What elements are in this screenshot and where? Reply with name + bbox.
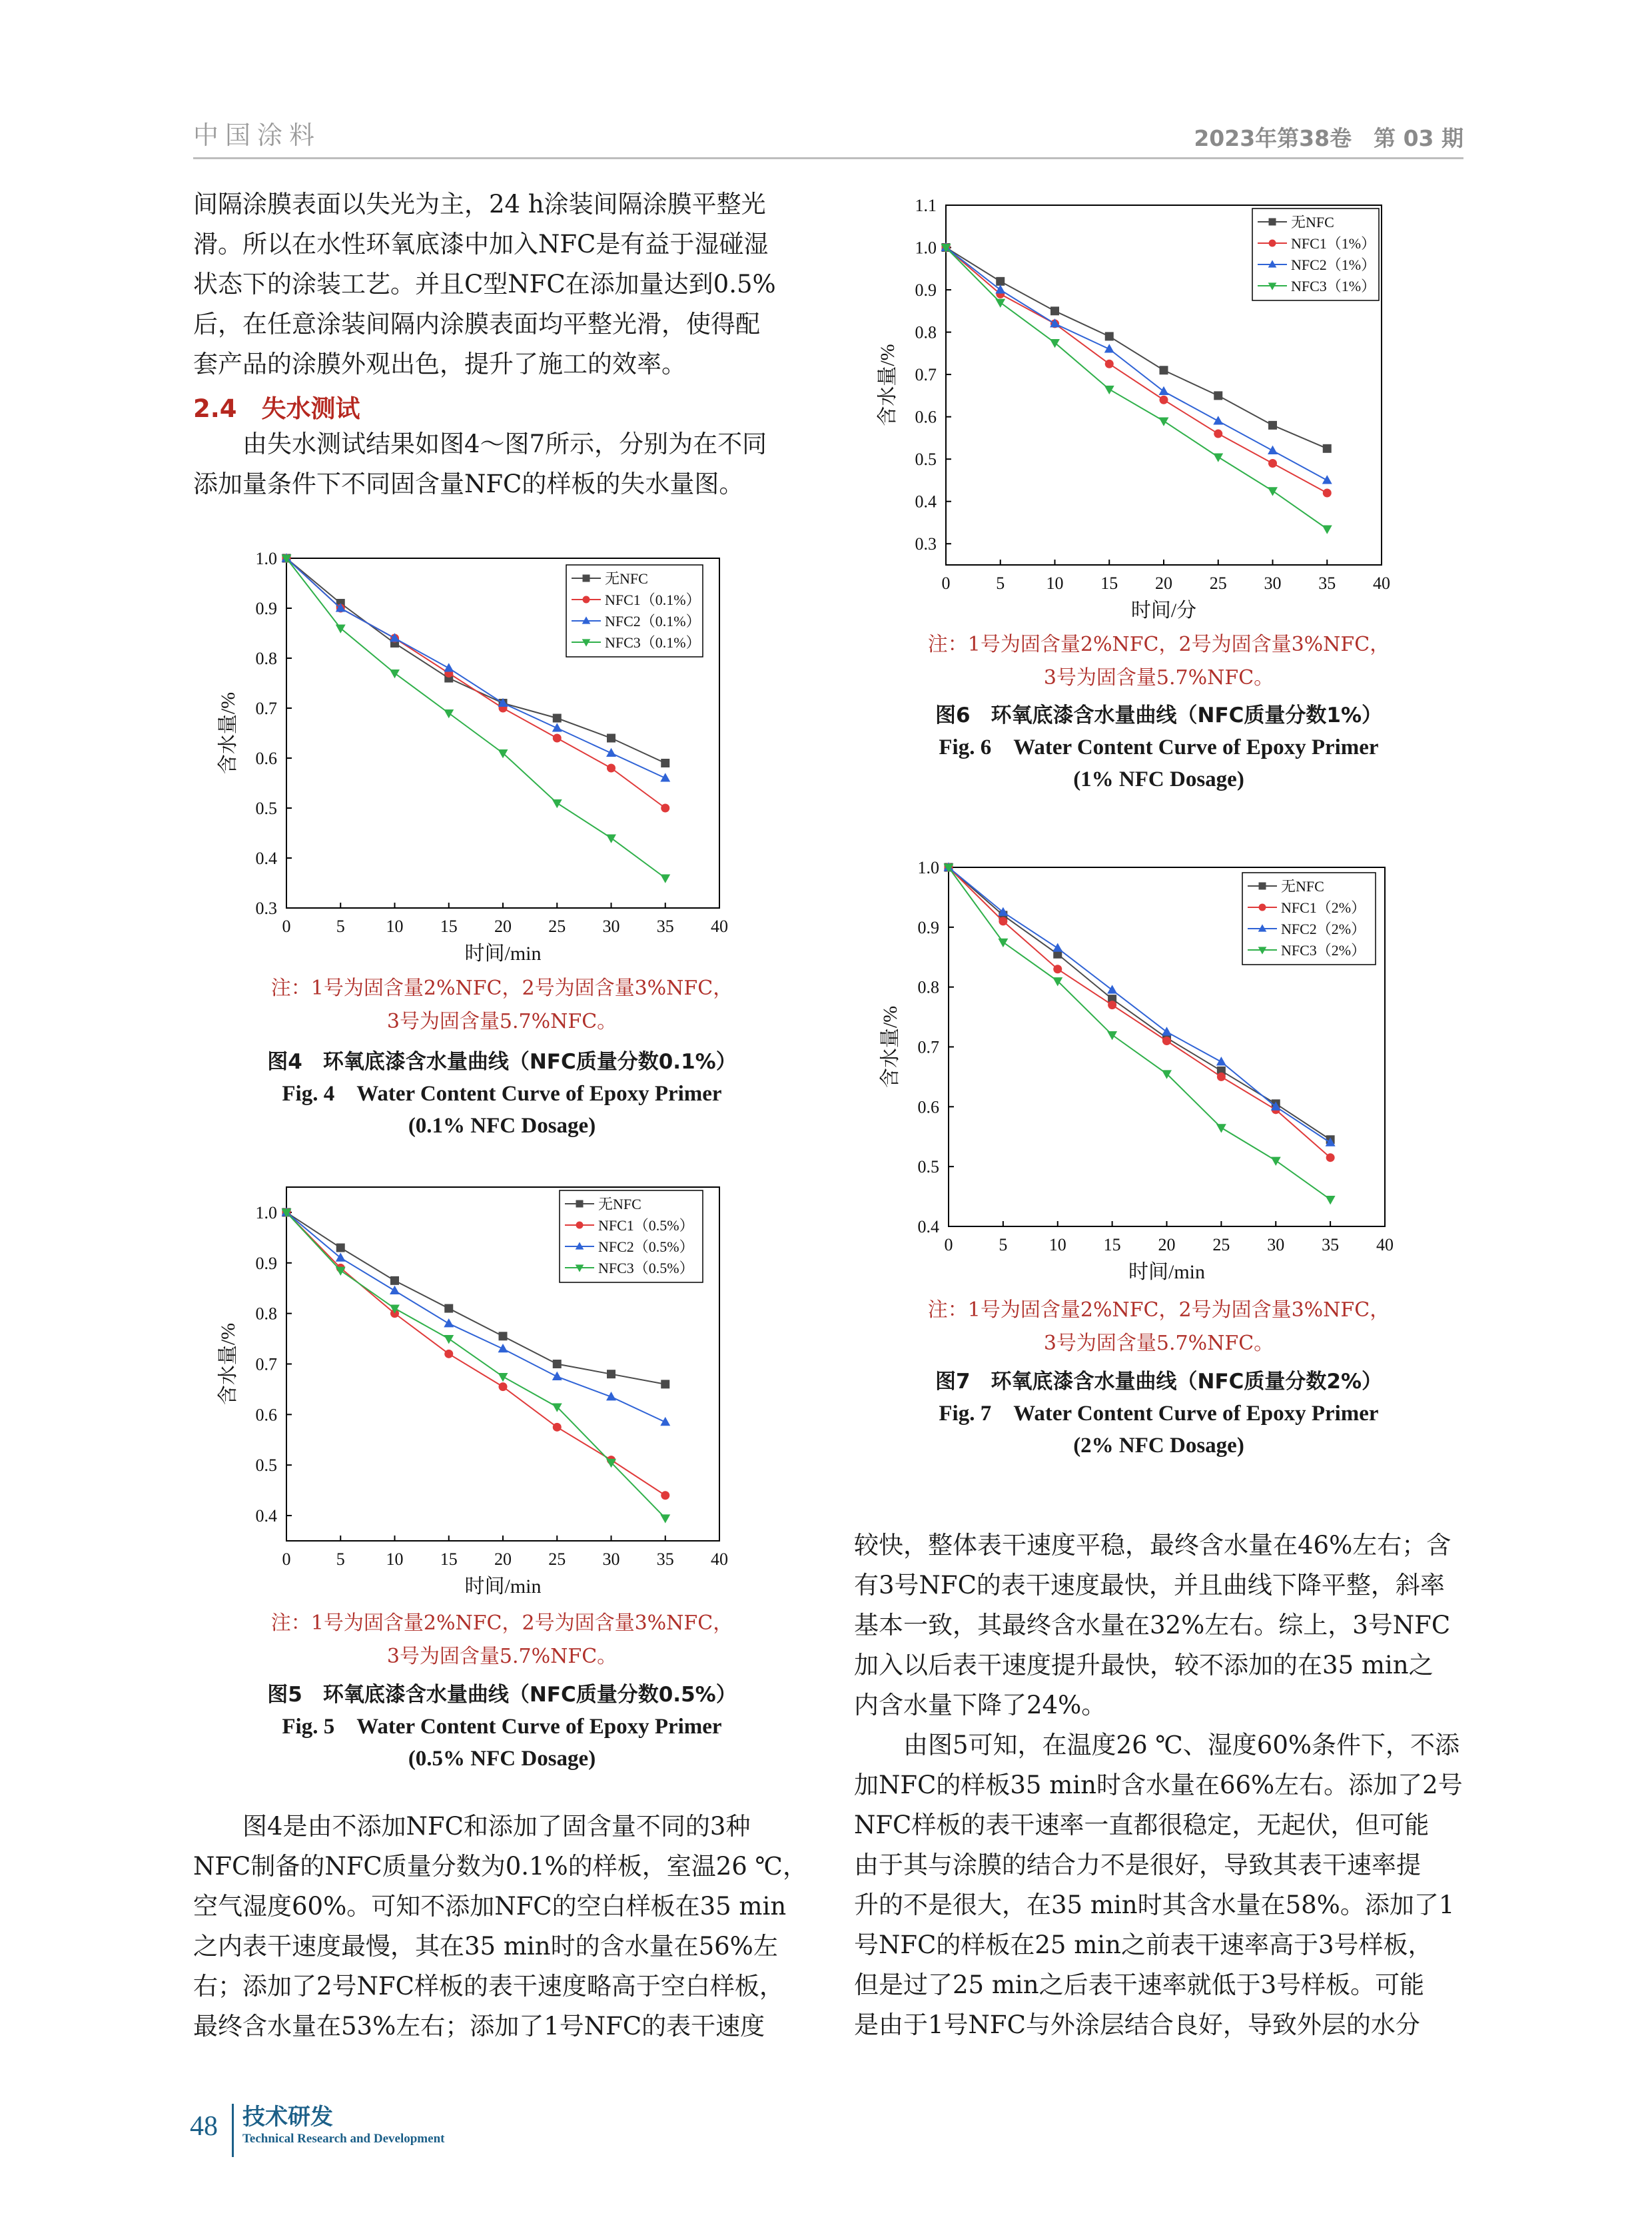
y-tick-label: 0.9 xyxy=(255,1253,277,1273)
data-point xyxy=(661,759,669,767)
x-tick-label: 30 xyxy=(602,1550,620,1569)
data-point xyxy=(1268,487,1278,496)
data-point xyxy=(1326,1153,1335,1162)
y-tick-label: 0.3 xyxy=(915,534,937,554)
data-point xyxy=(444,1318,454,1327)
figure-7-note xyxy=(854,1294,1463,1360)
data-point xyxy=(607,734,616,743)
caption-cn: 图4 环氧底漆含水量曲线（NFC质量分数0.1%） xyxy=(267,1050,737,1074)
x-tick-label: 0 xyxy=(941,574,951,593)
y-tick-label: 1.0 xyxy=(915,238,937,258)
y-tick-label: 1.0 xyxy=(917,858,939,877)
legend-marker xyxy=(1259,883,1266,890)
text-line: 基本一致，其最终含水量在32%左右。综上，3号NFC xyxy=(854,1611,1451,1639)
data-point xyxy=(660,874,670,883)
figure-6-chart xyxy=(859,187,1412,622)
x-tick-label: 20 xyxy=(1158,1235,1176,1254)
y-tick-label: 0.6 xyxy=(915,407,937,427)
y-tick-label: 0.8 xyxy=(255,649,277,668)
text-line: 加入以后表干速度提升最快，较不添加的在35 min之 xyxy=(854,1651,1434,1679)
data-point xyxy=(1160,396,1168,404)
note-line: 注：1号为固含量2%NFC，2号为固含量3%NFC， xyxy=(270,977,733,1000)
data-point xyxy=(1053,965,1062,973)
y-tick-label: 0.5 xyxy=(255,1456,277,1476)
figure-4-chart xyxy=(213,546,746,965)
y-axis-label: 含水量/% xyxy=(879,1005,901,1089)
data-point xyxy=(444,1335,454,1344)
x-tick-label: 20 xyxy=(1155,574,1172,593)
caption-en: Fig. 4 Water Content Curve of Epoxy Primer xyxy=(282,1082,722,1106)
y-axis-label: 含水量/% xyxy=(877,344,899,426)
data-point xyxy=(1104,386,1114,394)
data-point xyxy=(1323,444,1332,453)
legend-label: NFC1（0.1%） xyxy=(605,592,701,608)
x-tick-label: 5 xyxy=(996,574,1005,593)
data-point xyxy=(995,284,1005,293)
data-point xyxy=(336,624,346,633)
data-point xyxy=(1216,1124,1226,1132)
data-point xyxy=(661,1491,669,1500)
data-point xyxy=(661,1380,669,1388)
data-point xyxy=(1159,386,1169,395)
legend xyxy=(560,1190,703,1282)
data-point xyxy=(390,669,400,678)
text-line: 有3号NFC的表干速度最快，并且曲线下降平整，斜率 xyxy=(854,1571,1445,1599)
legend-label: NFC1（2%） xyxy=(1281,899,1366,916)
data-point xyxy=(1159,417,1169,426)
figure-7-chart xyxy=(859,859,1412,1286)
x-tick-label: 35 xyxy=(1322,1235,1340,1254)
legend-marker xyxy=(576,1200,584,1208)
x-axis-label: 时间/min xyxy=(464,943,542,965)
y-tick-label: 0.7 xyxy=(917,1037,939,1057)
x-tick-label: 15 xyxy=(440,917,458,936)
data-point xyxy=(606,748,616,757)
y-tick-label: 0.7 xyxy=(255,1354,277,1374)
caption-en: (1% NFC Dosage) xyxy=(1073,767,1244,791)
data-point xyxy=(444,709,454,718)
caption-cn: 图5 环氧底漆含水量曲线（NFC质量分数0.5%） xyxy=(267,1683,737,1707)
text-line: 添加量条件下不同固含量NFC的样板的失水量图。 xyxy=(193,470,744,498)
discussion-paragraph-1 xyxy=(193,1807,811,2046)
text-line: 加NFC的样板35 min时含水量在66%左右。添加了2号 xyxy=(854,1771,1463,1799)
x-tick-label: 20 xyxy=(494,1550,512,1569)
legend-marker xyxy=(1269,240,1276,247)
data-point xyxy=(444,1304,453,1313)
data-point xyxy=(499,1382,508,1391)
data-point xyxy=(552,723,562,731)
legend-label: NFC3（2%） xyxy=(1281,942,1366,959)
chart-svg xyxy=(213,546,746,965)
data-point xyxy=(1323,489,1332,498)
legend-label: 无NFC xyxy=(1291,214,1334,230)
note-line: 3号为固含量5.7%NFC。 xyxy=(386,1010,618,1033)
note-line: 3号为固含量5.7%NFC。 xyxy=(1043,666,1274,689)
data-point xyxy=(390,1276,399,1285)
figure-7-caption xyxy=(854,1366,1463,1462)
x-tick-label: 0 xyxy=(282,917,291,936)
data-point xyxy=(999,917,1007,925)
legend-label: 无NFC xyxy=(605,570,648,587)
data-point xyxy=(552,799,562,808)
text-line: 后，在任意涂装间隔内涂膜表面均平整光滑，使得配 xyxy=(193,310,760,338)
legend-label: NFC2（0.5%） xyxy=(598,1238,694,1255)
x-tick-label: 5 xyxy=(336,917,345,936)
text-line: 内含水量下降了24%。 xyxy=(854,1691,1106,1719)
x-tick-label: 40 xyxy=(711,917,728,936)
x-tick-label: 20 xyxy=(494,917,512,936)
text-line: 升的不是很大，在35 min时其含水量在58%。添加了1 xyxy=(854,1891,1455,1919)
data-point xyxy=(1213,453,1223,462)
text-line: NFC样板的表干速率一直都很稳定，无起伏，但可能 xyxy=(854,1811,1430,1839)
y-tick-label: 0.7 xyxy=(255,699,277,718)
text-line: 图4是由不添加NFC和添加了固含量不同的3种 xyxy=(242,1812,751,1841)
data-point xyxy=(607,764,616,773)
data-point xyxy=(1160,366,1168,374)
data-point xyxy=(336,1244,345,1252)
data-point xyxy=(1217,1073,1226,1081)
legend-label: NFC2（1%） xyxy=(1291,256,1376,273)
data-point xyxy=(1214,430,1222,438)
data-point xyxy=(1268,421,1277,430)
issue-info: 2023年第38卷 第 03 期 xyxy=(1194,125,1463,151)
intro-paragraph xyxy=(193,185,811,384)
y-tick-label: 1.0 xyxy=(255,549,277,568)
data-point xyxy=(995,299,1005,308)
caption-cn: 图6 环氧底漆含水量曲线（NFC质量分数1%） xyxy=(935,703,1383,727)
legend xyxy=(1252,209,1379,300)
y-tick-label: 1.0 xyxy=(255,1202,277,1222)
y-tick-label: 0.9 xyxy=(255,599,277,618)
text-line: NFC制备的NFC质量分数为0.1%的样板，室温26 ℃， xyxy=(193,1852,807,1881)
x-tick-label: 0 xyxy=(282,1550,291,1569)
data-point xyxy=(1268,459,1277,468)
x-tick-label: 0 xyxy=(944,1235,953,1254)
data-point xyxy=(996,277,1005,286)
text-line: 滑。所以在水性环氧底漆中加入NFC是有益于湿碰湿 xyxy=(193,230,769,258)
x-tick-label: 25 xyxy=(548,917,566,936)
x-tick-label: 30 xyxy=(1267,1235,1285,1254)
data-point xyxy=(498,1344,508,1352)
data-point xyxy=(1105,360,1114,368)
section-name-en: Technical Research and Development xyxy=(242,2132,445,2146)
legend xyxy=(566,565,703,657)
x-tick-label: 10 xyxy=(386,1550,404,1569)
data-point xyxy=(998,939,1008,947)
text-line: 状态下的涂装工艺。并且C型NFC在添加量达到0.5% xyxy=(193,270,776,298)
data-point xyxy=(1214,391,1222,400)
caption-en: Fig. 6 Water Content Curve of Epoxy Primer xyxy=(939,735,1379,759)
x-tick-label: 15 xyxy=(1103,1235,1121,1254)
y-tick-label: 0.6 xyxy=(255,749,277,768)
x-tick-label: 25 xyxy=(1209,574,1227,593)
legend-label: NFC1（1%） xyxy=(1291,235,1376,252)
x-tick-label: 10 xyxy=(386,917,404,936)
x-tick-label: 10 xyxy=(1048,1235,1066,1254)
x-tick-label: 25 xyxy=(1212,1235,1230,1254)
x-tick-label: 40 xyxy=(1373,574,1390,593)
text-line: 套产品的涂膜外观出色，提升了施工的效率。 xyxy=(193,350,686,378)
text-line: 但是过了25 min之后表干速率就低于3号样板。可能 xyxy=(854,1971,1425,1999)
data-point xyxy=(1107,1031,1117,1040)
legend-marker xyxy=(583,596,590,604)
x-tick-label: 5 xyxy=(999,1235,1008,1254)
data-point xyxy=(553,714,562,723)
x-tick-label: 30 xyxy=(1264,574,1282,593)
data-point xyxy=(1050,306,1059,315)
text-line: 最终含水量在53%左右；添加了1号NFC的表干速度 xyxy=(193,2012,765,2040)
y-axis-label: 含水量/% xyxy=(217,1322,239,1406)
y-axis-label: 含水量/% xyxy=(217,691,239,775)
data-point xyxy=(660,773,670,781)
data-point xyxy=(390,1286,400,1294)
legend xyxy=(1242,873,1376,965)
figure-6-note xyxy=(854,628,1463,695)
header-rule xyxy=(193,157,1463,159)
text-line: 由图5可知，在温度26 ℃、湿度60%条件下，不添 xyxy=(903,1731,1460,1759)
text-line: 右；添加了2号NFC样板的表干速度略高于空白样板， xyxy=(193,1972,784,2001)
legend-label: NFC2（2%） xyxy=(1281,921,1366,937)
section-name-cn: 技术研发 xyxy=(242,2104,333,2130)
x-tick-label: 15 xyxy=(1100,574,1118,593)
data-point xyxy=(606,834,616,843)
x-tick-label: 40 xyxy=(1376,1235,1394,1254)
y-tick-label: 0.7 xyxy=(915,365,937,385)
x-tick-label: 35 xyxy=(656,917,674,936)
x-axis-label: 时间/min xyxy=(1128,1261,1206,1283)
x-tick-label: 10 xyxy=(1046,574,1064,593)
note-line: 3号为固含量5.7%NFC。 xyxy=(386,1645,618,1668)
y-tick-label: 0.4 xyxy=(255,1506,277,1526)
data-point xyxy=(336,1252,346,1261)
data-point xyxy=(498,1373,508,1382)
legend-label: NFC3（0.1%） xyxy=(605,634,701,651)
text-line: 空气湿度60%。可知不添加NFC的空白样板在35 min xyxy=(193,1892,787,1921)
chart-svg xyxy=(859,859,1412,1286)
data-point xyxy=(1271,1157,1281,1166)
x-axis-label: 时间/min xyxy=(464,1575,542,1597)
legend-marker xyxy=(583,575,590,582)
y-tick-label: 0.5 xyxy=(915,450,937,470)
note-line: 3号为固含量5.7%NFC。 xyxy=(1043,1332,1274,1355)
legend-marker xyxy=(1269,219,1276,226)
figure-4-note xyxy=(193,972,811,1039)
y-tick-label: 0.5 xyxy=(917,1157,939,1177)
data-point xyxy=(1104,344,1114,352)
data-point xyxy=(1322,475,1332,484)
y-tick-label: 0.4 xyxy=(255,849,277,868)
chart-svg xyxy=(213,1179,746,1597)
data-point xyxy=(552,1372,562,1380)
caption-en: Fig. 7 Water Content Curve of Epoxy Primer xyxy=(939,1402,1379,1426)
data-point xyxy=(1052,943,1062,951)
y-tick-label: 0.6 xyxy=(917,1097,939,1117)
data-point xyxy=(1107,985,1117,993)
data-point xyxy=(660,1417,670,1426)
caption-en: (2% NFC Dosage) xyxy=(1073,1434,1244,1458)
text-line: 由失水测试结果如图4～图7所示，分别为在不同 xyxy=(242,430,767,458)
data-point xyxy=(553,734,562,743)
chart-svg xyxy=(859,187,1412,622)
data-point xyxy=(553,1423,562,1432)
data-point xyxy=(1108,1001,1116,1009)
y-tick-label: 0.9 xyxy=(917,917,939,937)
data-point xyxy=(1162,1027,1172,1035)
figure-6-caption xyxy=(854,699,1463,795)
x-tick-label: 30 xyxy=(602,917,620,936)
section-paragraph xyxy=(193,424,811,504)
page-number: 48 xyxy=(190,2111,218,2142)
data-point xyxy=(499,1332,508,1340)
y-tick-label: 0.4 xyxy=(917,1217,939,1236)
figure-4-caption xyxy=(193,1046,811,1142)
note-line: 注：1号为固含量2%NFC，2号为固含量3%NFC， xyxy=(270,1611,733,1635)
figure-5-caption xyxy=(193,1679,811,1775)
legend-label: NFC2（0.1%） xyxy=(605,613,701,630)
data-point xyxy=(444,1350,453,1358)
x-axis-label: 时间/分 xyxy=(1130,600,1197,622)
y-tick-label: 0.8 xyxy=(917,977,939,997)
footer-divider xyxy=(232,2104,234,2157)
y-tick-label: 1.1 xyxy=(915,196,937,215)
data-point xyxy=(660,1514,670,1523)
y-tick-label: 0.6 xyxy=(255,1405,277,1425)
text-line: 由于其与涂膜的结合力不是很好，导致其表干速率提 xyxy=(854,1851,1421,1879)
y-tick-label: 0.3 xyxy=(255,899,277,918)
figure-5-note xyxy=(193,1607,811,1673)
discussion-paragraph-2 xyxy=(854,1526,1463,2045)
caption-en: (0.5% NFC Dosage) xyxy=(408,1747,596,1771)
y-tick-label: 0.8 xyxy=(915,322,937,342)
caption-en: (0.1% NFC Dosage) xyxy=(408,1114,596,1138)
journal-name: 中国涂料 xyxy=(193,121,322,150)
section-heading: 2.4 失水测试 xyxy=(193,394,360,423)
text-line: 是由于1号NFC与外涂层结合良好，导致外层的水分 xyxy=(854,2010,1420,2039)
legend-marker xyxy=(1259,904,1266,911)
x-tick-label: 35 xyxy=(656,1550,674,1569)
figure-5-chart xyxy=(213,1179,746,1597)
data-point xyxy=(661,804,669,813)
data-point xyxy=(1105,332,1114,340)
x-tick-label: 5 xyxy=(336,1550,345,1569)
legend-marker xyxy=(576,1222,584,1229)
legend-label: 无NFC xyxy=(1281,878,1324,895)
data-point xyxy=(553,1360,562,1368)
caption-en: Fig. 5 Water Content Curve of Epoxy Primer xyxy=(282,1715,722,1739)
x-tick-label: 25 xyxy=(548,1550,566,1569)
legend-label: NFC3（0.5%） xyxy=(598,1260,694,1276)
x-tick-label: 40 xyxy=(711,1550,728,1569)
text-line: 较快，整体表干速度平稳，最终含水量在46%左右；含 xyxy=(854,1531,1451,1559)
data-point xyxy=(1216,1057,1226,1065)
text-line: 之内表干速度最慢，其在35 min时的含水量在56%左 xyxy=(193,1932,778,1961)
y-tick-label: 0.8 xyxy=(255,1304,277,1324)
note-line: 注：1号为固含量2%NFC，2号为固含量3%NFC， xyxy=(927,633,1390,656)
data-point xyxy=(1322,525,1332,534)
legend-label: NFC3（1%） xyxy=(1291,278,1376,294)
data-point xyxy=(1162,1037,1171,1045)
data-point xyxy=(1050,339,1060,348)
text-line: 间隔涂膜表面以失光为主，24 h涂装间隔涂膜平整光 xyxy=(193,190,766,219)
legend-label: 无NFC xyxy=(598,1196,641,1212)
caption-cn: 图7 环氧底漆含水量曲线（NFC质量分数2%） xyxy=(935,1370,1383,1394)
x-tick-label: 35 xyxy=(1318,574,1336,593)
data-point xyxy=(444,663,454,671)
data-point xyxy=(1268,446,1278,454)
data-point xyxy=(607,1370,616,1378)
y-tick-label: 0.4 xyxy=(915,492,937,512)
note-line: 注：1号为固含量2%NFC，2号为固含量3%NFC， xyxy=(927,1298,1390,1322)
x-tick-label: 15 xyxy=(440,1550,458,1569)
legend-label: NFC1（0.5%） xyxy=(598,1217,694,1234)
data-point xyxy=(1326,1196,1336,1204)
y-tick-label: 0.9 xyxy=(915,280,937,300)
data-point xyxy=(1213,416,1223,424)
text-line: 号NFC的样板在25 min之前表干速率高于3号样板， xyxy=(854,1931,1433,1959)
y-tick-label: 0.5 xyxy=(255,799,277,818)
